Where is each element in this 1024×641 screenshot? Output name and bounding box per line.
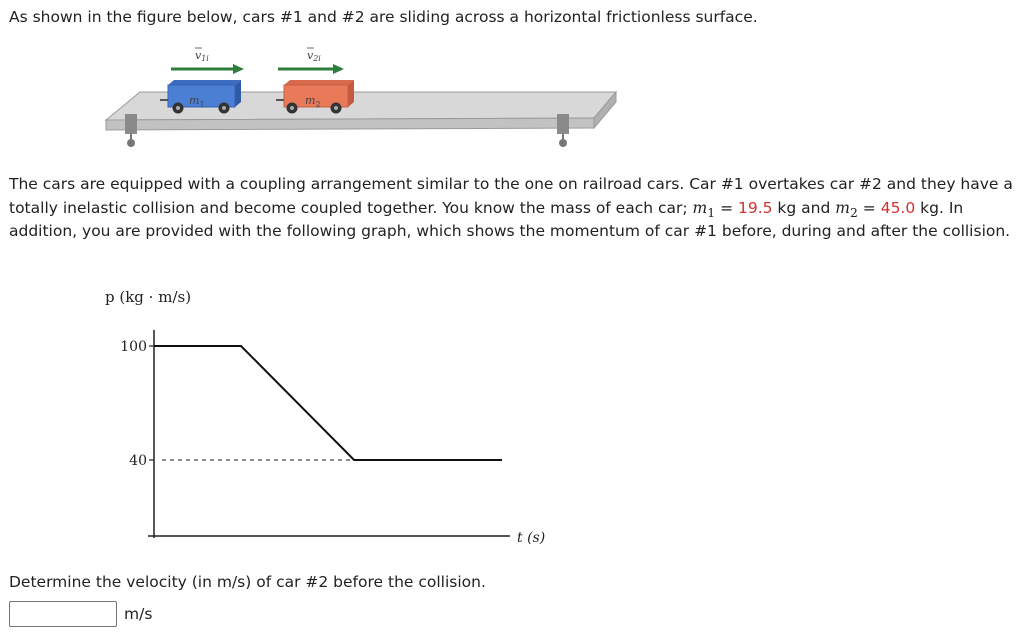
intro-text: As shown in the figure below, cars #1 and #2 are sliding across a horizontal frictionless surface. bbox=[9, 8, 758, 26]
answer-row bbox=[9, 601, 152, 627]
x-axis-label: t (s) bbox=[517, 530, 546, 546]
v2-label: v bbox=[307, 49, 314, 62]
v2-sub: 2i bbox=[313, 54, 321, 63]
velocity-answer-input[interactable] bbox=[9, 601, 117, 627]
m1-value: 19.5 bbox=[737, 198, 773, 217]
problem-paragraph: The cars are equipped with a coupling arrangement similar to the one on railroad cars. Car #1 overtakes car #2 and they have a totally inelastic collision and become coupled together. You know the mass of each car; $m_1 = 19.5$ kg and $m_2 = 45.0$ kg. In addition, you are provided with the following graph, which shows the momentum of car #1 before, during and after the collision. bbox=[9, 175, 1013, 240]
y-axis-label: p (kg · m/s) bbox=[105, 288, 192, 306]
m1-label: m bbox=[189, 94, 200, 107]
m1-sub: 1 bbox=[199, 100, 205, 109]
y-tick-label-40: 40 bbox=[129, 453, 147, 469]
y-tick-label-100: 100 bbox=[120, 339, 147, 355]
question-text: Determine the velocity (in m/s) of car #2 before the collision. bbox=[9, 573, 486, 591]
m2-label: m bbox=[305, 94, 316, 107]
m2-sub: 2 bbox=[315, 100, 321, 109]
momentum-line bbox=[154, 346, 502, 460]
v1-sub: 1i bbox=[201, 54, 209, 63]
answer-unit: m/s bbox=[124, 605, 153, 623]
v1-label: v bbox=[195, 49, 202, 62]
m2-value: 45.0 bbox=[880, 198, 916, 217]
